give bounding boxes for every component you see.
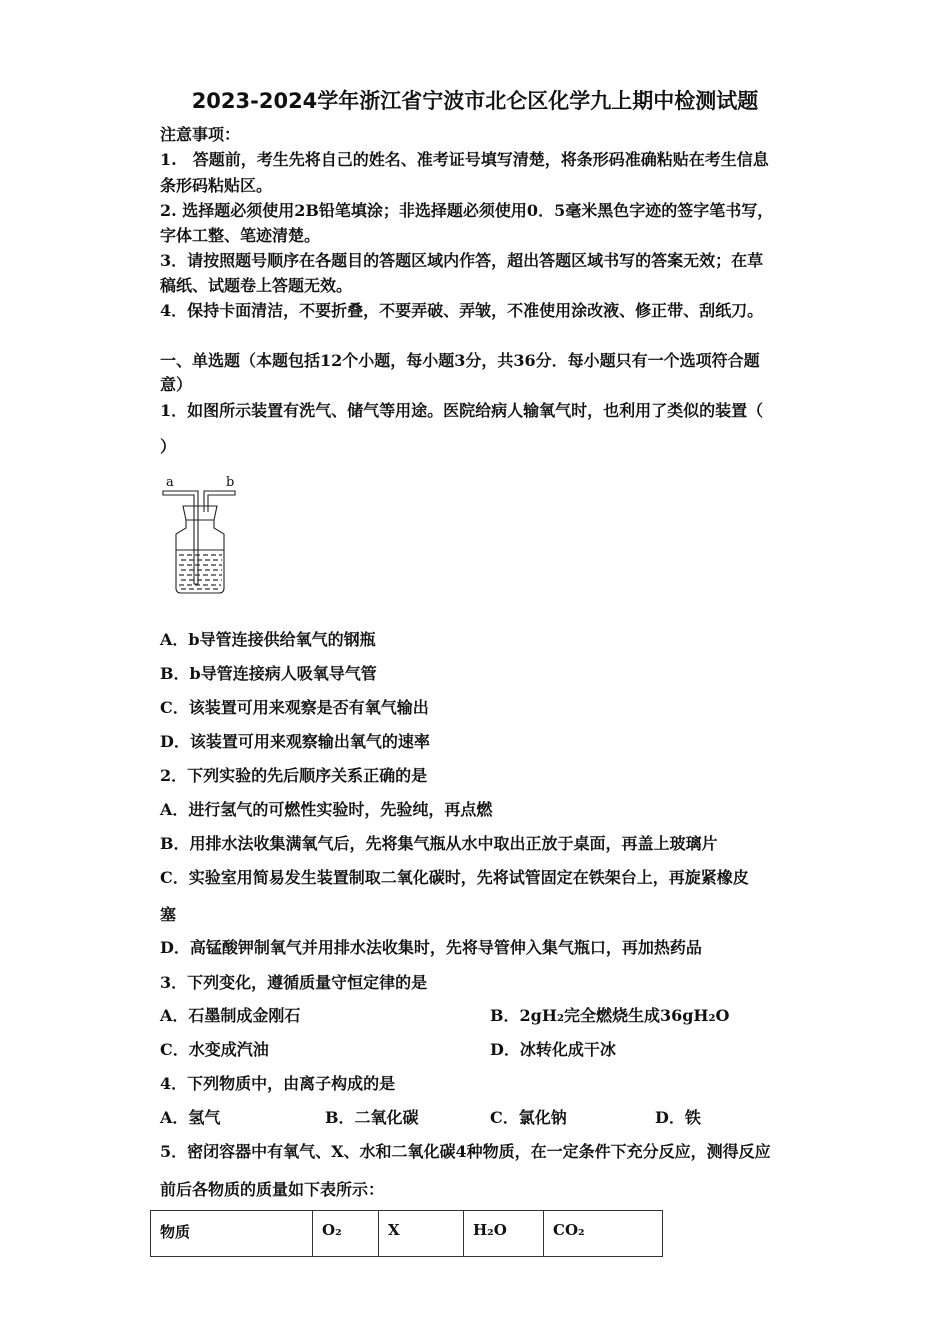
table-header-row bbox=[151, 1211, 663, 1257]
notice-item-2-line-2: 字体工整、笔迹清楚。 bbox=[160, 226, 321, 245]
q1-option-c: C．该装置可用来观察是否有氧气输出 bbox=[160, 698, 429, 717]
table-header-cell: O₂ bbox=[313, 1211, 379, 1257]
q3-option-d: D．冰转化成干冰 bbox=[490, 1040, 616, 1059]
q3-option-a: A．石墨制成金刚石 bbox=[160, 1006, 301, 1025]
notice-item-1-line-2: 条形码粘贴区。 bbox=[160, 176, 273, 195]
q5-stem-line-1: 5．密闭容器中有氧气、X、水和二氧化碳4种物质，在一定条件下充分反应，测得反应 bbox=[160, 1142, 771, 1161]
q5-stem-line-2: 前后各物质的质量如下表所示： bbox=[160, 1180, 385, 1199]
q4-stem: 4．下列物质中，由离子构成的是 bbox=[160, 1074, 396, 1093]
q2-option-a: A．进行氢气的可燃性实验时，先验纯，再点燃 bbox=[160, 800, 493, 819]
q2-option-c-line-1: C．实验室用简易发生装置制取二氧化碳时，先将试管固定在铁架台上，再旋紧橡皮 bbox=[160, 868, 749, 887]
q4-option-b: B．二氧化碳 bbox=[325, 1108, 419, 1127]
table-header-cell: 物质 bbox=[151, 1211, 313, 1257]
gas-washing-bottle-figure bbox=[155, 470, 245, 600]
notice-heading: 注意事项： bbox=[160, 125, 241, 144]
q1-option-a: A．b导管连接供给氧气的钢瓶 bbox=[160, 630, 376, 649]
exam-title: 2023-2024学年浙江省宁波市北仑区化学九上期中检测试题 bbox=[191, 89, 759, 113]
q2-option-c-line-2: 塞 bbox=[160, 905, 177, 924]
tube-a-label: a bbox=[166, 475, 174, 490]
q2-option-b: B．用排水法收集满氧气后，先将集气瓶从水中取出正放于桌面，再盖上玻璃片 bbox=[160, 834, 718, 853]
tube-b bbox=[204, 491, 235, 512]
notice-item-1-line-1: 1. 答题前，考生先将自己的姓名、准考证号填写清楚，将条形码准确粘贴在考生信息 bbox=[160, 150, 769, 169]
tube-b-label: b bbox=[226, 475, 235, 490]
q4-option-c: C．氯化钠 bbox=[490, 1108, 567, 1127]
bottle-stopper bbox=[183, 506, 217, 520]
notice-item-2-line-1: 2. 选择题必须使用2B铅笔填涂；非选择题必须使用0．5毫米黑色字迹的签字笔书写， bbox=[160, 201, 774, 220]
q3-option-b: B．2gH₂完全燃烧生成36gH₂O bbox=[490, 1006, 730, 1025]
q4-option-d: D．铁 bbox=[655, 1108, 701, 1127]
q1-option-d: D．该装置可用来观察输出氧气的速率 bbox=[160, 732, 430, 751]
table-header-cell: H₂O bbox=[464, 1211, 544, 1257]
q1-stem-line-1: 1．如图所示装置有洗气、储气等用途。医院给病人输氧气时，也利用了类似的装置（ bbox=[160, 401, 764, 420]
bottle-body bbox=[176, 520, 224, 593]
notice-item-3-line-2: 稿纸、试题卷上答题无效。 bbox=[160, 276, 353, 295]
q3-option-c: C．水变成汽油 bbox=[160, 1040, 269, 1059]
q4-option-a: A．氢气 bbox=[160, 1108, 221, 1127]
q1-option-b: B．b导管连接病人吸氧导气管 bbox=[160, 664, 377, 683]
section-heading-line-2: 意） bbox=[160, 375, 193, 394]
q3-stem: 3．下列变化，遵循质量守恒定律的是 bbox=[160, 973, 428, 992]
table-header-cell: X bbox=[379, 1211, 464, 1257]
q2-option-d: D．高锰酸钾制氧气并用排水法收集时，先将导管伸入集气瓶口，再加热药品 bbox=[160, 938, 702, 957]
table-header-cell: CO₂ bbox=[544, 1211, 663, 1257]
notice-item-4-line-1: 4．保持卡面清洁，不要折叠，不要弄破、弄皱，不准使用涂改液、修正带、刮纸刀。 bbox=[160, 301, 764, 320]
q2-stem: 2．下列实验的先后顺序关系正确的是 bbox=[160, 766, 428, 785]
section-heading-line-1: 一、单选题（本题包括12个小题，每小题3分，共36分．每小题只有一个选项符合题 bbox=[160, 351, 760, 370]
q1-stem-line-2: ） bbox=[160, 437, 177, 456]
mass-table bbox=[150, 1210, 663, 1257]
notice-item-3-line-1: 3．请按照题号顺序在各题目的答题区域内作答，超出答题区域书写的答案无效；在草 bbox=[160, 251, 764, 270]
